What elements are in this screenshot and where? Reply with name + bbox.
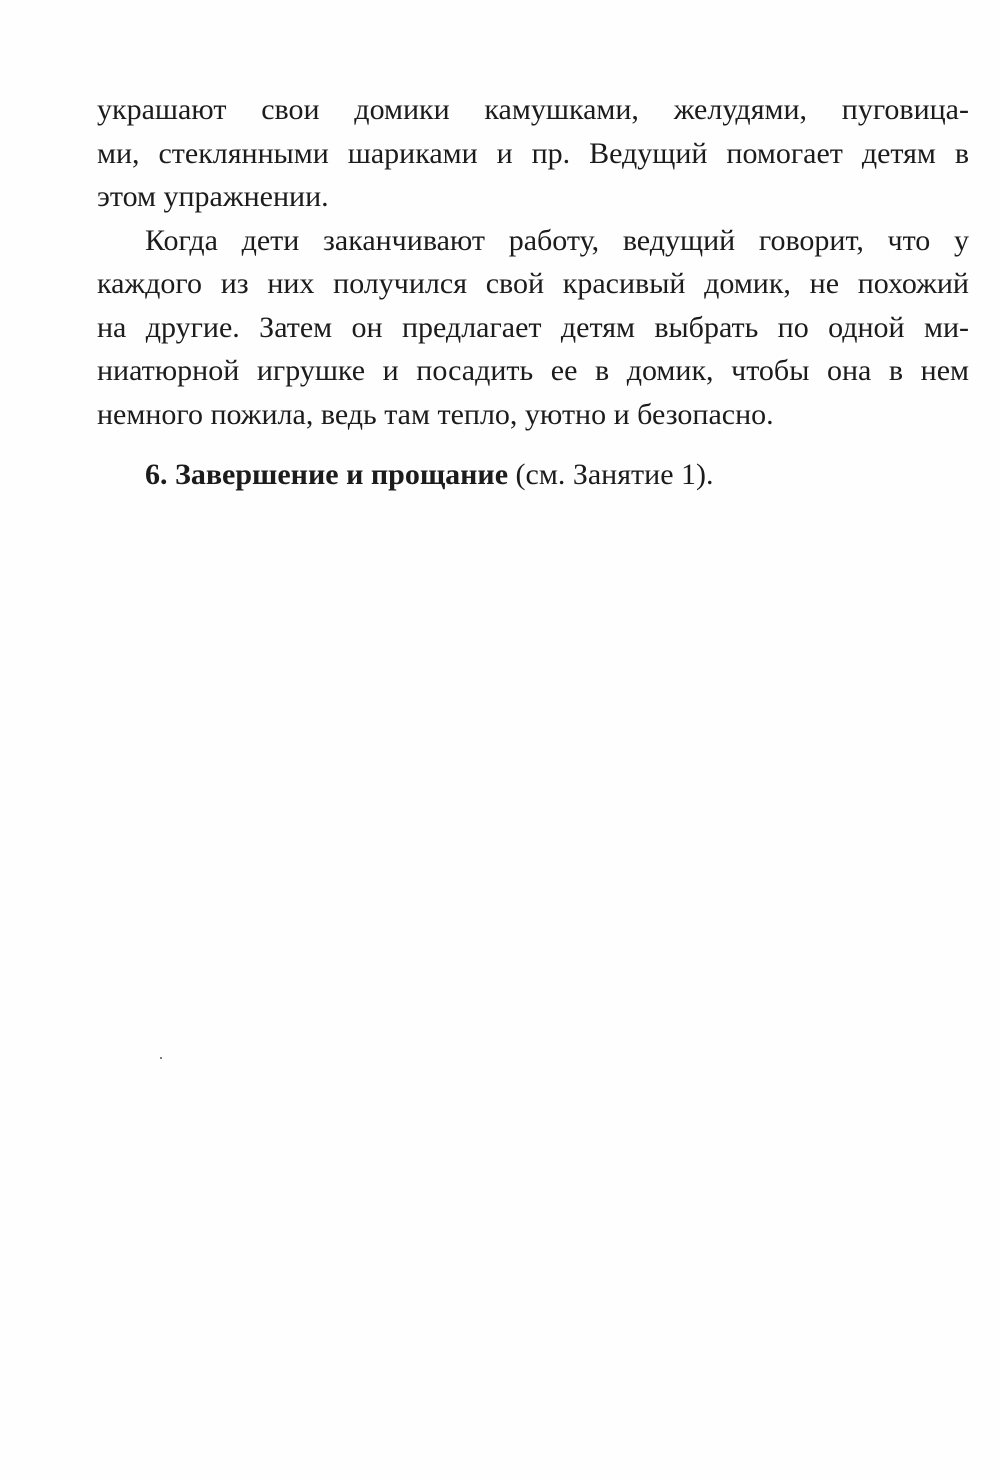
paragraph-1 [97, 88, 969, 219]
paragraph-2 [97, 219, 969, 437]
paragraph-line: немного пожила, ведь там тепло, уютно и безопасно. [97, 397, 774, 431]
section-heading [97, 453, 969, 497]
paragraph-line: ми, стеклянными шариками и пр. Ведущий помогает детям в [97, 136, 969, 170]
paragraph-line: Когда дети заканчивают работу, ведущий говорит, что у [145, 223, 969, 257]
section-heading-title: 6. Завершение и прощание [145, 458, 509, 491]
section-heading-reference: (см. Занятие 1). [508, 458, 714, 491]
paragraph-line: украшают свои домики камушками, желудями, пуговица- [97, 93, 969, 126]
paragraph-line: на другие. Затем он предлагает детям выбрать по одной ми- [97, 310, 969, 344]
page-text [97, 88, 969, 497]
paragraph-line: каждого из них получился свой красивый домик, не похожий [97, 267, 969, 300]
print-speck [160, 1057, 162, 1059]
paragraph-line: ниатюрной игрушке и посадить ее в домик, чтобы она в нем [97, 354, 969, 387]
paragraph-line: этом упражнении. [97, 180, 329, 213]
